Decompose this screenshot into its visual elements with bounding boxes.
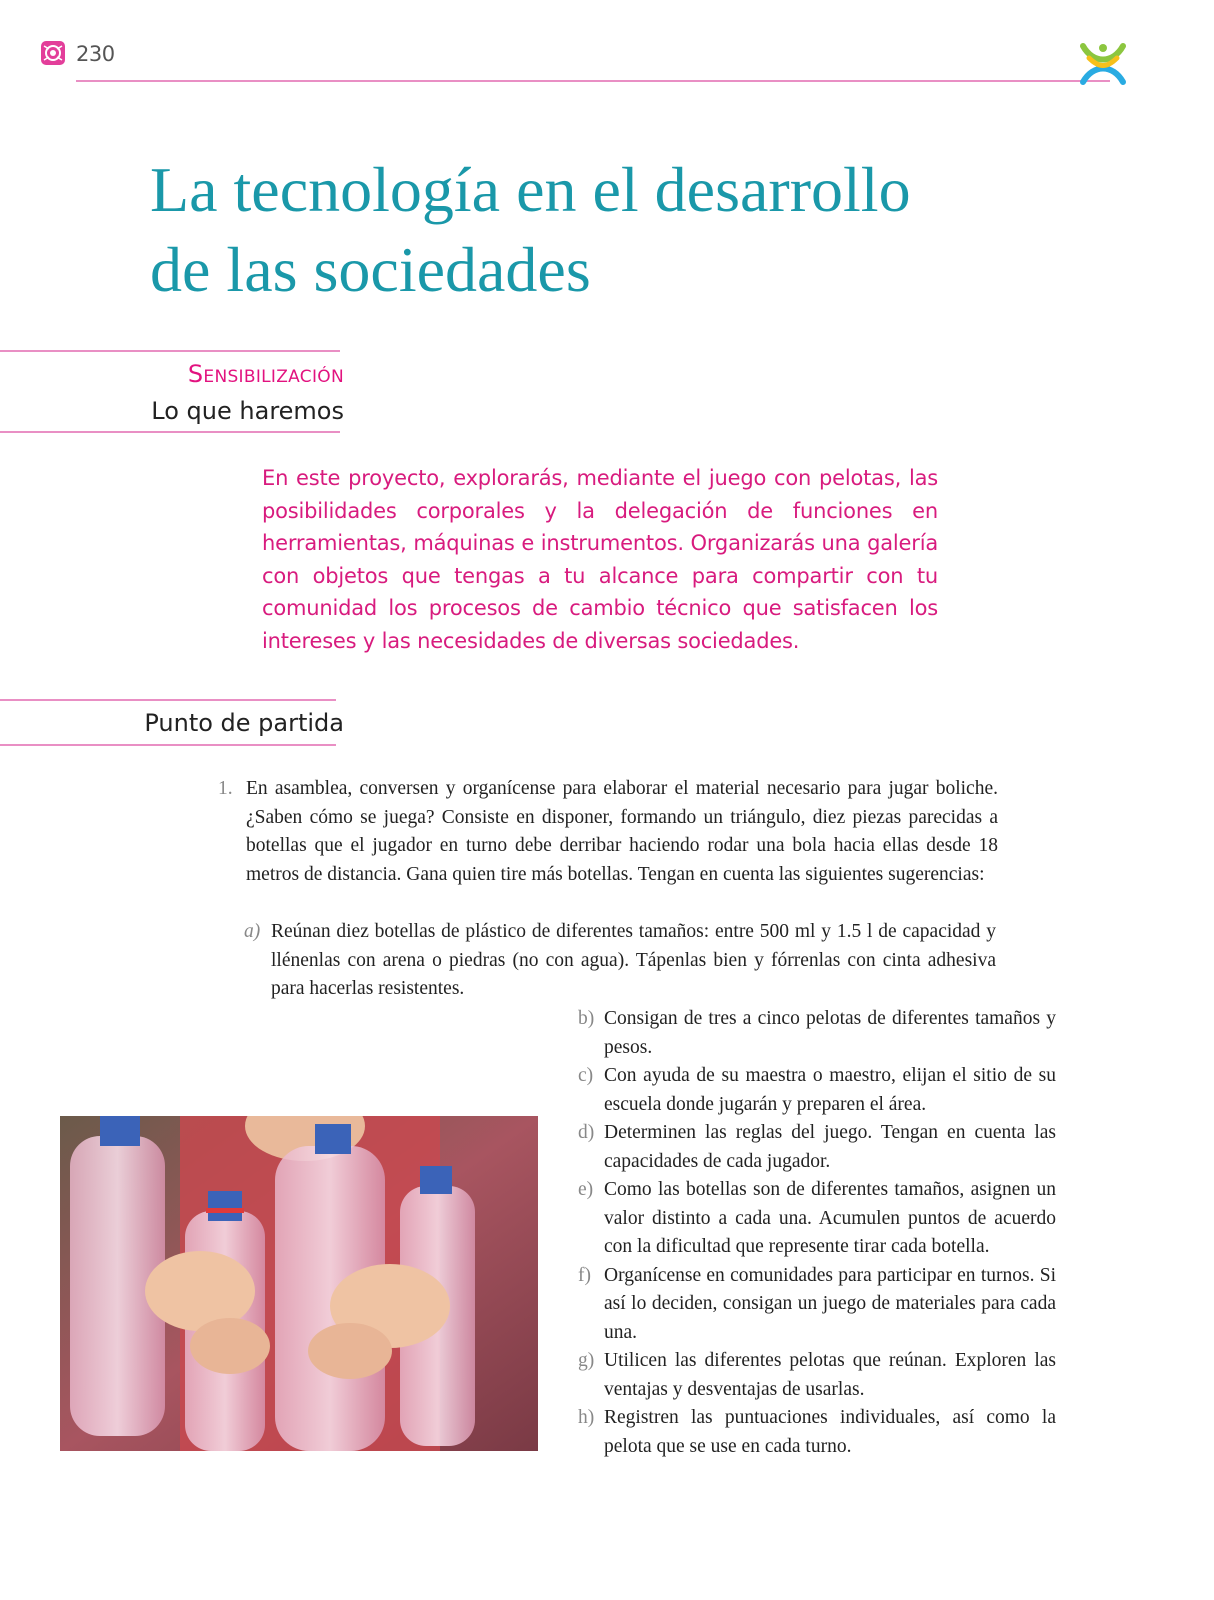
item-letter: f) [578,1264,591,1286]
section-rule-bottom [0,431,340,433]
item-text: Reúnan diez botellas de plástico de diferentes tamaños: entre 500 ml y 1.5 l de capacidad y llénenlas con arena o piedras (no con agua). Tápenlas bien y fórrenlas con cinta adhesiva para hacerlas resistentes. [271,921,996,999]
decorative-glyph-icon [40,40,66,66]
item-text: Determinen las reglas del juego. Tengan en cuenta las capacidades de cada jugador. [604,1122,1056,1172]
campo-formativo-icon [1075,38,1131,90]
item-letter: g) [578,1350,595,1371]
section-subtitle: Lo que haremos [151,397,344,425]
section-label: Sensibilización [187,360,344,388]
activity-item [218,775,998,889]
punto-rule-bottom [0,744,336,746]
item-text: Registren las puntuaciones individuales, así como la pelota que se use en cada turno. [604,1407,1056,1457]
list-item [578,1262,1056,1348]
page-title [150,150,1050,310]
list-item [244,918,996,1004]
intro-paragraph: En este proyecto, explorarás, mediante el juego con pelotas, las posibilidades corporales y la delegación de funciones en herramientas, máquinas e instrumentos. Organizarás una galería con objetos que tengas a tu alcance para compartir con tu comunidad los procesos de cambio técnico que satisfacen los intereses y las necesidades de diversas sociedades. [262,466,938,653]
activity-number: 1. [218,778,233,799]
list-item [578,1062,1056,1119]
title-line-2: de las sociedades [150,234,591,305]
item-text: Organícense en comunidades para participar en turnos. Si así lo deciden, consigan un juego de materiales para cada una. [604,1264,1056,1343]
item-text: Utilicen las diferentes pelotas que reúnan. Exploren las ventajas y desventajas de usarlas. [604,1350,1056,1400]
bottles-photo [60,1116,538,1451]
header-divider [76,80,1110,82]
item-letter: b) [578,1008,595,1029]
activity-text: En asamblea, conversen y organícense para elaborar el material necesario para jugar boliche. ¿Saben cómo se juega? Consiste en disponer, formando un triángulo, diez piezas parecidas a botellas que el jugador en turno debe derribar haciendo rodar una bola hacia ellas desde 18 metros de distancia. Gana quien tire más botellas. Tengan en cuenta las siguientes sugerencias: [246,778,998,885]
page-header [40,38,1130,88]
item-text: Con ayuda de su maestra o maestro, elijan el sitio de su escuela donde jugarán y preparen el área. [604,1065,1056,1115]
item-letter: e) [578,1179,594,1200]
punto-rule-top [0,699,336,701]
suggestion-list [578,1005,1056,1461]
list-item [578,1005,1056,1062]
item-text: Como las botellas son de diferentes tamaños, asignen un valor distinto a cada una. Acumulen puntos de acuerdo con la dificultad que represente tirar cada botella. [604,1179,1056,1257]
title-line-1: La tecnología en el desarrollo [150,154,911,225]
item-letter: a) [244,921,261,942]
punto-de-partida-heading: Punto de partida [144,709,344,737]
list-item [578,1119,1056,1176]
list-item [578,1404,1056,1461]
item-text: Consigan de tres a cinco pelotas de diferentes tamaños y pesos. [604,1008,1056,1058]
section-rule-top [0,350,340,352]
item-letter: c) [578,1065,594,1086]
list-item [578,1347,1056,1404]
photo-illustration [60,1116,538,1451]
list-item [578,1176,1056,1262]
item-letter: d) [578,1122,595,1143]
page-number: 230 [76,42,115,66]
item-letter: h) [578,1407,595,1428]
